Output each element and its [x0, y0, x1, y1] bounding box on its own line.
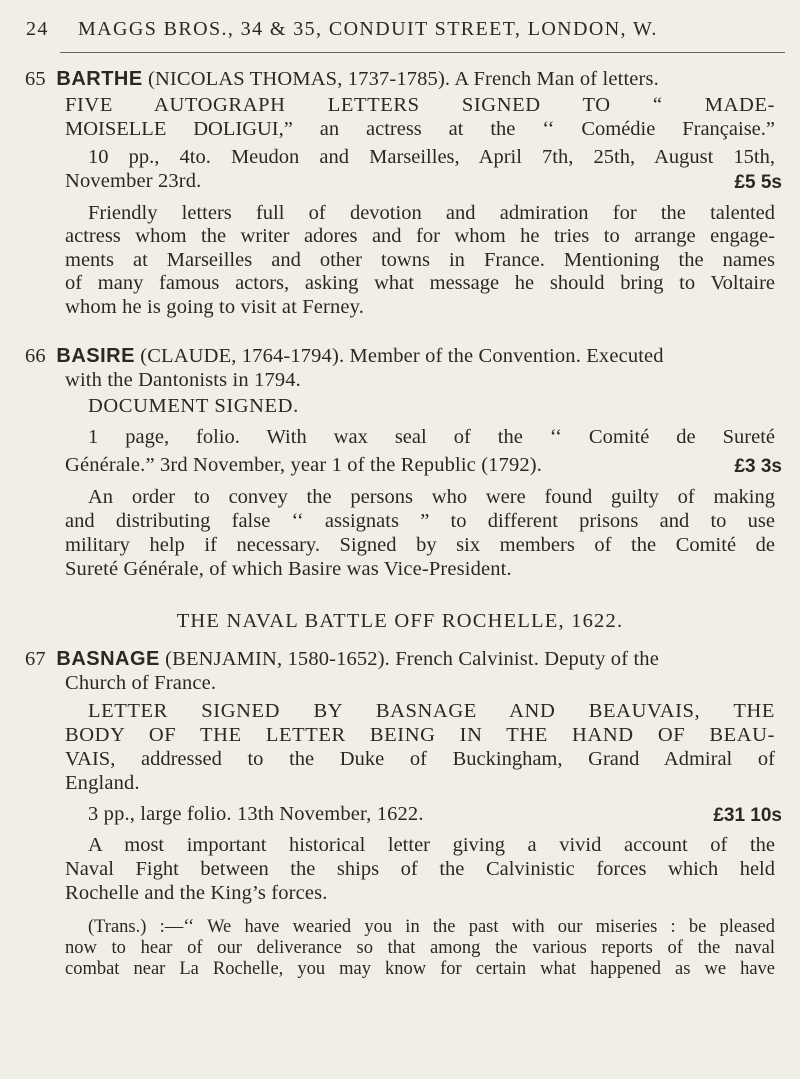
lot-65-desc-line-4: of many famous actors, asking what message he should bring to Voltaire — [65, 272, 775, 294]
lot-65-format-line-1: 10 pp., 4to. Meudon and Marseilles, April 7th, 25th, August 15th, — [88, 146, 775, 168]
lot-67-translation-line-2: now to hear of our deliverance so that among the various reports of the naval — [65, 938, 775, 958]
lot-67-title-line-4: England. — [65, 772, 140, 794]
lot-67-title-line-2: BODY OF THE LETTER BEING IN THE HAND OF BEAU- — [65, 724, 775, 746]
lot-number: 65 — [25, 68, 46, 90]
lot-67-format-line-1: 3 pp., large folio. 13th November, 1622. — [88, 803, 424, 825]
section-heading: THE NAVAL BATTLE OFF ROCHELLE, 1622. — [176, 610, 624, 632]
lot-number: 67 — [25, 648, 46, 670]
lot-65-format-line-2: November 23rd. — [65, 170, 202, 192]
lot-66-format-line-1: 1 page, folio. With wax seal of the ‘‘ Comité de Sureté — [88, 426, 775, 448]
lot-heading-text: (BENJAMIN, 1580-1652). French Calvinist. Deputy of the — [159, 648, 659, 670]
lot-65-desc-line-2: actress whom the writer adores and for whom he tries to arrange engage- — [65, 225, 775, 247]
lot-65-title-line-2: MOISELLE DOLIGUI,” an actress at the ‘‘ Comédie Française.” — [65, 118, 775, 140]
lot-67-translation-line-3: combat near La Rochelle, you may know for certain what happened as we have — [65, 959, 775, 979]
running-head — [26, 18, 786, 41]
lot-67-desc-line-3: Rochelle and the King’s forces. — [65, 882, 328, 904]
header-rule — [60, 52, 785, 53]
lot-67-translation-line-1: (Trans.) :—‘‘ We have wearied you in the past with our miseries : be pleased — [88, 917, 775, 937]
lot-65-title-line-1: FIVE AUTOGRAPH LETTERS SIGNED TO “ MADE- — [65, 94, 775, 116]
lot-66-title-line-1: DOCUMENT SIGNED. — [88, 395, 299, 417]
lot-name: BASIRE — [56, 345, 135, 367]
lot-66-desc-line-3: military help if necessary. Signed by six members of the Comité de — [65, 534, 775, 556]
lot-66-heading-line-2: with the Dantonists in 1794. — [65, 369, 301, 391]
lot-67-title-line-3: VAIS, addressed to the Duke of Buckingham, Grand Admiral of — [65, 748, 775, 770]
lot-66-desc-line-2: and distributing false ‘‘ assignats ” to different prisons and to use — [65, 510, 775, 532]
lot-heading-text: (CLAUDE, 1764-1794). Member of the Convention. Executed — [134, 345, 664, 367]
lot-67-price: £31 10s — [713, 805, 782, 826]
lot-66-heading — [25, 345, 664, 368]
page-number: 24 — [26, 18, 49, 40]
lot-65-heading — [25, 68, 659, 91]
lot-67-title-line-1: LETTER SIGNED BY BASNAGE AND BEAUVAIS, THE — [88, 700, 775, 722]
lot-67-heading — [25, 648, 659, 671]
lot-name: BARTHE — [56, 68, 143, 90]
lot-number: 66 — [25, 345, 46, 367]
running-title: MAGGS BROS., 34 & 35, CONDUIT STREET, LONDON, W. — [78, 18, 658, 40]
lot-66-format-line-2: Générale.” 3rd November, year 1 of the Republic (1792). — [65, 454, 543, 476]
lot-67-desc-line-2: Naval Fight between the ships of the Calvinistic forces which held — [65, 858, 775, 880]
lot-heading-text: (NICOLAS THOMAS, 1737-1785). A French Man of letters. — [142, 68, 659, 90]
lot-name: BASNAGE — [56, 648, 160, 670]
lot-66-desc-line-1: An order to convey the persons who were found guilty of making — [88, 486, 775, 508]
lot-66-price: £3 3s — [734, 456, 782, 477]
lot-67-heading-line-2: Church of France. — [65, 672, 217, 694]
lot-65-desc-line-1: Friendly letters full of devotion and admiration for the talented — [88, 202, 775, 224]
lot-65-desc-line-5: whom he is going to visit at Ferney. — [65, 296, 365, 318]
lot-67-desc-line-1: A most important historical letter giving a vivid account of the — [88, 834, 775, 856]
lot-66-desc-line-4: Sureté Générale, of which Basire was Vice-President. — [65, 558, 512, 580]
lot-65-price: £5 5s — [734, 172, 782, 193]
lot-65-desc-line-3: ments at Marseilles and other towns in France. Mentioning the names — [65, 249, 775, 271]
